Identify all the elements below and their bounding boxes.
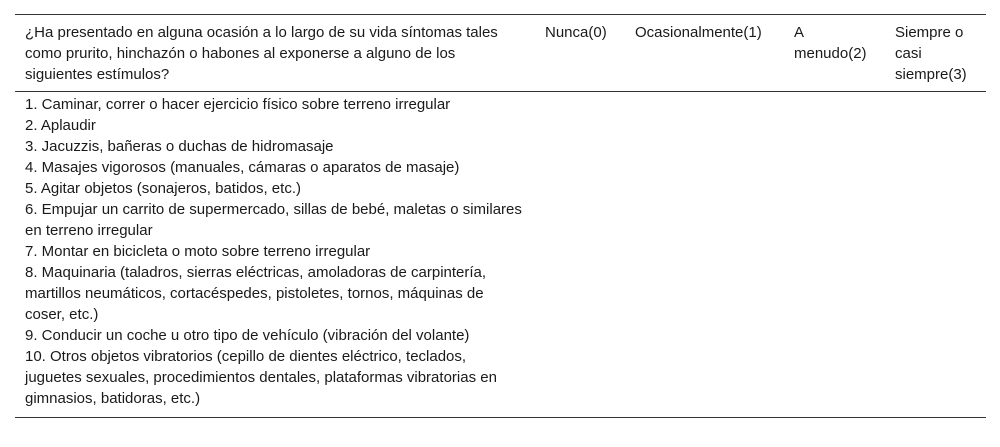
cell-siempre xyxy=(885,199,986,241)
table-row xyxy=(15,115,986,136)
row-label: 3. Jacuzzis, bañeras o duchas de hidromasaje xyxy=(25,138,334,155)
cell-ocasionalmente xyxy=(625,262,784,325)
row-label: 4. Masajes vigorosos (manuales, cámaras o aparatos de masaje) xyxy=(25,159,460,176)
cell-ocasionalmente xyxy=(625,199,784,241)
questionnaire-table-container xyxy=(15,14,986,418)
cell-a-menudo xyxy=(784,262,885,325)
cell-nunca xyxy=(535,92,625,116)
questionnaire-table xyxy=(15,14,986,418)
cell-siempre xyxy=(885,115,986,136)
row-label: 5. Agitar objetos (sonajeros, batidos, etc.) xyxy=(25,180,301,197)
cell-siempre xyxy=(885,262,986,325)
row-label: 9. Conducir un coche u otro tipo de vehículo (vibración del volante) xyxy=(25,327,470,344)
row-label: 6. Empujar un carrito de supermercado, sillas de bebé, maletas o similares en terreno irregular xyxy=(25,201,522,239)
cell-nunca xyxy=(535,115,625,136)
header-question: ¿Ha presentado en alguna ocasión a lo largo de su vida síntomas tales como prurito, hinchazón o habones al exponerse a alguno de los siguientes estímulos? xyxy=(25,24,498,83)
row-label: 7. Montar en bicicleta o moto sobre terreno irregular xyxy=(25,243,371,260)
table-header xyxy=(15,15,986,92)
table-row xyxy=(15,178,986,199)
table-row xyxy=(15,325,986,346)
row-label: 8. Maquinaria (taladros, sierras eléctricas, amoladoras de carpintería, martillos neumáticos, cortacéspedes, pistoletes, tornos, máquinas de coser, etc.) xyxy=(25,264,487,323)
table-row xyxy=(15,92,986,116)
cell-nunca xyxy=(535,262,625,325)
cell-a-menudo xyxy=(784,199,885,241)
header-row xyxy=(15,15,986,92)
table-row xyxy=(15,199,986,241)
table-row xyxy=(15,136,986,157)
cell-a-menudo xyxy=(784,346,885,418)
cell-nunca xyxy=(535,136,625,157)
table-row xyxy=(15,346,986,418)
table-row xyxy=(15,241,986,262)
cell-ocasionalmente xyxy=(625,178,784,199)
cell-siempre xyxy=(885,136,986,157)
cell-a-menudo xyxy=(784,157,885,178)
cell-ocasionalmente xyxy=(625,136,784,157)
cell-a-menudo xyxy=(784,325,885,346)
header-siempre: Siempre o casi siempre(3) xyxy=(895,24,967,83)
cell-ocasionalmente xyxy=(625,346,784,418)
cell-a-menudo xyxy=(784,241,885,262)
cell-ocasionalmente xyxy=(625,115,784,136)
cell-nunca xyxy=(535,346,625,418)
cell-nunca xyxy=(535,199,625,241)
header-ocasionalmente: Ocasionalmente(1) xyxy=(635,24,762,41)
cell-siempre xyxy=(885,346,986,418)
cell-a-menudo xyxy=(784,136,885,157)
header-a-menudo: A menudo(2) xyxy=(794,24,867,62)
cell-a-menudo xyxy=(784,115,885,136)
cell-nunca xyxy=(535,157,625,178)
cell-siempre xyxy=(885,178,986,199)
cell-nunca xyxy=(535,178,625,199)
cell-nunca xyxy=(535,241,625,262)
cell-ocasionalmente xyxy=(625,92,784,116)
table-row xyxy=(15,262,986,325)
row-label: 1. Caminar, correr o hacer ejercicio físico sobre terreno irregular xyxy=(25,96,451,113)
cell-nunca xyxy=(535,325,625,346)
row-label: 2. Aplaudir xyxy=(25,117,96,134)
cell-siempre xyxy=(885,92,986,116)
row-label: 10. Otros objetos vibratorios (cepillo de dientes eléctrico, teclados, juguetes sexuales, procedimientos dentales, plataformas vibratorias en gimnasios, batidoras, etc.) xyxy=(25,348,497,407)
header-nunca: Nunca(0) xyxy=(545,24,607,41)
cell-siempre xyxy=(885,325,986,346)
cell-ocasionalmente xyxy=(625,241,784,262)
cell-siempre xyxy=(885,241,986,262)
cell-a-menudo xyxy=(784,178,885,199)
cell-ocasionalmente xyxy=(625,157,784,178)
table-row xyxy=(15,157,986,178)
cell-siempre xyxy=(885,157,986,178)
cell-a-menudo xyxy=(784,92,885,116)
table-body xyxy=(15,92,986,418)
cell-ocasionalmente xyxy=(625,325,784,346)
